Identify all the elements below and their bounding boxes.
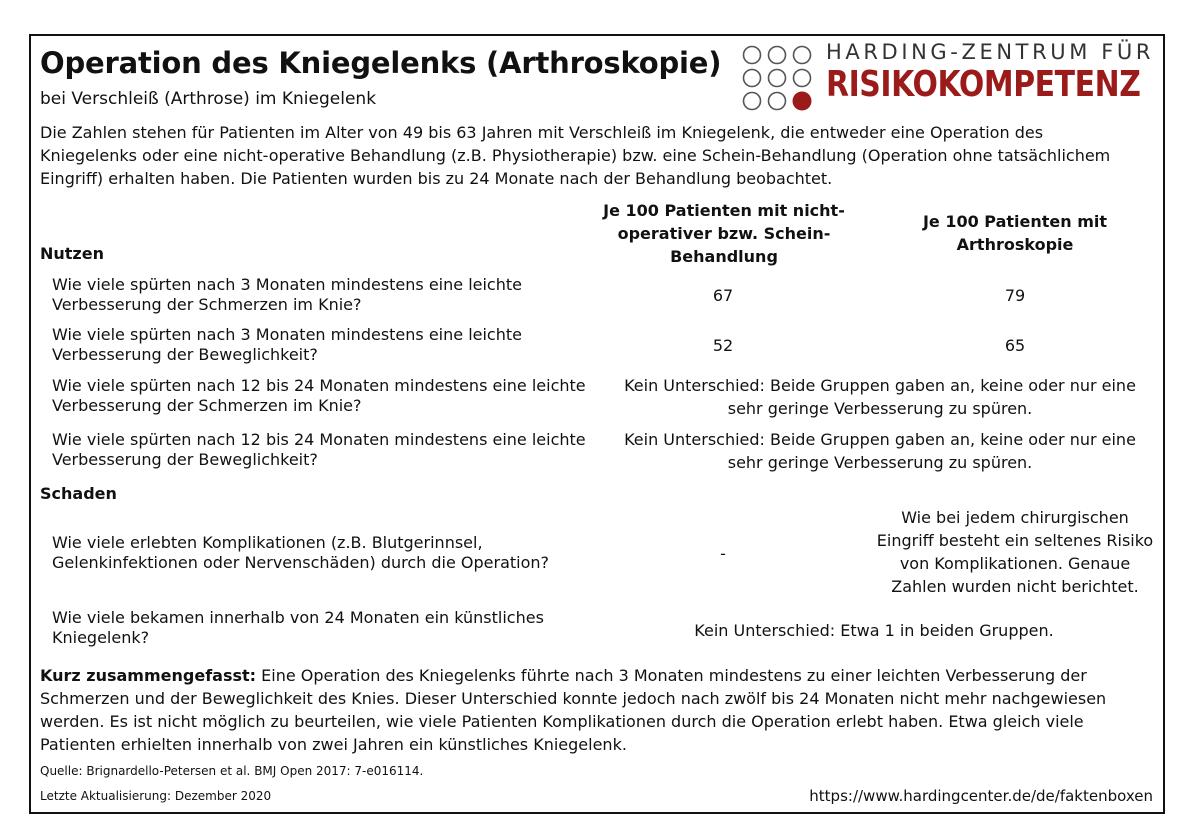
summary-label: Kurz zusammengefasst: — [40, 666, 257, 685]
intro-text: Die Zahlen stehen für Patienten im Alter von 49 bis 63 Jahren mit Verschleiß im Kniegelenk, die entweder eine Operation des Kniegelenks oder eine nicht-operative Behandlung (z.B. Physiotherapie) bzw. eine Schein-Behandlung (Operation ohne tatsächlichem Eingriff) erhalten haben. Die Patienten wurden bis zu 24 Monate nach der Behandlung beobachtet. — [40, 123, 1111, 188]
table-cell-control: 52 — [712, 336, 734, 355]
table-row-question: Wie viele bekamen innerhalb von 24 Monaten ein künstliches Kniegelenk? — [52, 608, 544, 647]
summary-paragraph — [40, 664, 1140, 756]
table-row-question: Wie viele spürten nach 12 bis 24 Monaten mindestens eine leichte Verbesserung der Beweglichkeit? — [52, 430, 586, 469]
table-cell-no-difference: Kein Unterschied: Beide Gruppen gaben an, keine oder nur eine sehr geringe Verbesserung zu spüren. — [624, 430, 1136, 472]
table-row-question: Wie viele spürten nach 3 Monaten mindestens eine leichte Verbesserung der Beweglichkeit? — [52, 325, 522, 364]
section-label-harm: Schaden — [40, 484, 117, 503]
table-row-question: Wie viele erlebten Komplikationen (z.B. Blutgerinnsel, Gelenkinfektionen oder Nervenschäden) durch die Operation? — [52, 533, 550, 572]
page-title: Operation des Kniegelenks (Arthroskopie) — [40, 46, 722, 80]
table-cell-arthroscopy: 79 — [1004, 286, 1026, 305]
table-row-question: Wie viele spürten nach 12 bis 24 Monaten mindestens eine leichte Verbesserung der Schmerzen im Knie? — [52, 376, 586, 415]
logo-text-brand: RISIKOKOMPETENZ — [826, 64, 1141, 105]
table-cell-control: 67 — [712, 286, 734, 305]
table-row-question: Wie viele spürten nach 3 Monaten mindestens eine leichte Verbesserung der Schmerzen im Knie? — [52, 275, 522, 314]
section-label-benefit: Nutzen — [40, 244, 104, 263]
table-cell-arthroscopy: 65 — [1004, 336, 1026, 355]
table-cell-control: - — [720, 544, 726, 563]
table-cell-arthroscopy: Wie bei jedem chirurgischen Eingriff besteht ein seltenes Risiko von Komplikationen. Genaue Zahlen wurden nicht berichtet. — [876, 508, 1154, 596]
column-header-control: Je 100 Patienten mit nicht-operativer bzw. Schein-Behandlung — [603, 201, 845, 266]
last-updated: Letzte Aktualisierung: Dezember 2020 — [40, 789, 272, 803]
website-link[interactable]: https://www.hardingcenter.de/de/faktenboxen — [809, 787, 1153, 805]
column-header-arthroscopy: Je 100 Patienten mit Arthroskopie — [922, 212, 1108, 254]
table-cell-no-difference: Kein Unterschied: Etwa 1 in beiden Gruppen. — [694, 621, 1054, 640]
source-citation: Quelle: Brignardello-Petersen et al. BMJ Open 2017: 7-e016114. — [40, 764, 424, 778]
logo-text-top: HARDING-ZENTRUM FÜR — [826, 40, 1155, 64]
summary-text: Eine Operation des Kniegelenks führte nach 3 Monaten mindestens zu einer leichten Verbesserung der Schmerzen und der Beweglichkeit des Knies. Dieser Unterschied konnte jedoch nach zwölf bis 24 Monaten nicht mehr nachgewiesen werden. Es ist nicht möglich zu beurteilen, wie viele Patienten Komplikationen durch die Operation erlebt haben. Etwa gleich viele Patienten erhielten innerhalb von zwei Jahren ein künstliches Kniegelenk. — [40, 666, 1107, 754]
table-cell-no-difference: Kein Unterschied: Beide Gruppen gaben an, keine oder nur eine sehr geringe Verbesserung zu spüren. — [624, 376, 1136, 418]
page-subtitle: bei Verschleiß (Arthrose) im Kniegelenk — [40, 89, 377, 109]
logo-dots-icon — [742, 44, 818, 112]
